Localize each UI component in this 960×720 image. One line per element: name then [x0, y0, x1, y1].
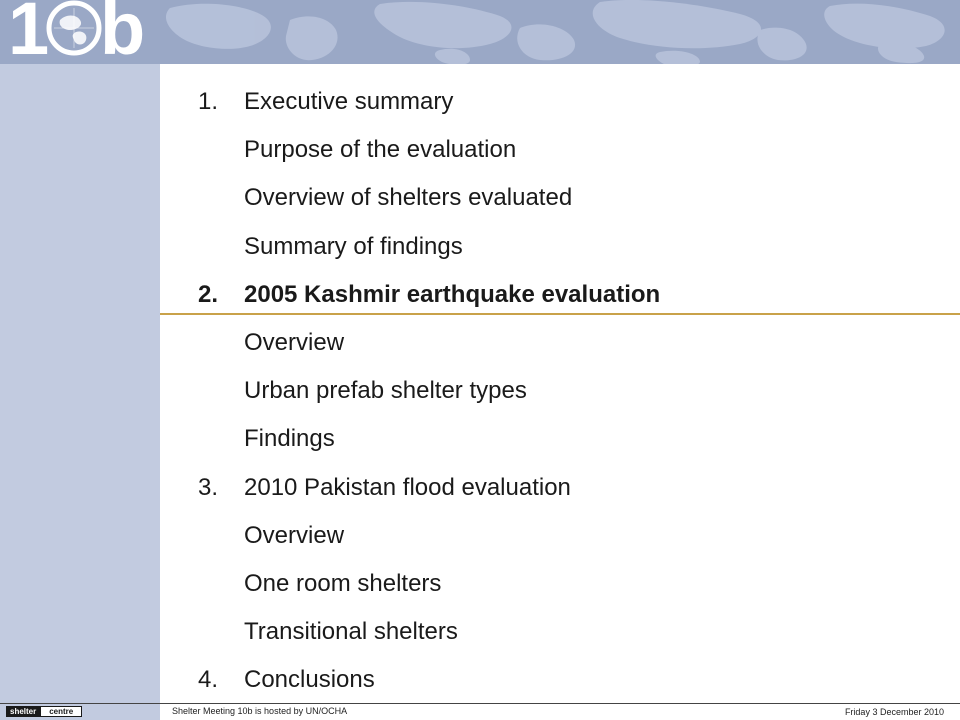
toc-item-number: 3.	[198, 473, 219, 501]
toc-item-number: 4.	[198, 666, 219, 694]
footer-divider	[0, 703, 960, 704]
toc-item-label: Overview	[244, 328, 345, 356]
toc-item-label: Conclusions	[244, 666, 375, 694]
toc-item-summary-findings	[160, 227, 960, 275]
toc-item-label: Overview	[244, 521, 345, 549]
toc-item-kashmir-evaluation	[160, 275, 960, 323]
toc-item-urban-prefab	[160, 371, 960, 419]
table-of-contents	[160, 82, 960, 708]
toc-item-label: Transitional shelters	[244, 618, 458, 646]
toc-item-label: Executive summary	[244, 88, 454, 115]
logo-shelter-text: shelter	[6, 706, 40, 717]
footer-date: Friday 3 December 2010	[844, 707, 944, 717]
logo-centre-text: centre	[40, 706, 82, 717]
toc-item-label: Findings	[244, 425, 335, 453]
toc-item-one-room-shelters	[160, 564, 960, 612]
toc-item-overview-shelters	[160, 178, 960, 226]
toc-item-pakistan-flood	[160, 468, 960, 516]
toc-item-label: One room shelters	[244, 569, 442, 597]
shelter-centre-logo	[6, 706, 82, 717]
toc-item-conclusions	[160, 660, 960, 708]
section-highlight-divider	[160, 313, 960, 315]
footer-host-text: Shelter Meeting 10b is hosted by UN/OCHA	[172, 706, 348, 716]
toc-item-label: 2010 Pakistan flood evaluation	[244, 473, 571, 501]
logo-letter-b: b	[100, 0, 146, 64]
toc-item-transitional-shelters	[160, 612, 960, 660]
toc-item-label: 2005 Kashmir earthquake evaluation	[244, 280, 661, 308]
toc-item-kashmir-overview	[160, 323, 960, 371]
10b-logo	[8, 0, 158, 64]
toc-item-findings	[160, 419, 960, 467]
toc-item-number: 2.	[198, 280, 219, 308]
toc-item-flood-overview	[160, 516, 960, 564]
header-banner	[0, 0, 960, 64]
left-sidebar-band	[0, 0, 160, 720]
toc-item-label: Summary of findings	[244, 232, 463, 260]
toc-item-executive-summary	[160, 82, 960, 130]
toc-item-purpose	[160, 130, 960, 178]
toc-item-label: Overview of shelters evaluated	[244, 184, 573, 212]
toc-item-label: Urban prefab shelter types	[244, 377, 527, 405]
toc-item-label: Purpose of the evaluation	[244, 136, 517, 164]
logo-digit-one: 1	[8, 0, 50, 64]
toc-item-number: 1.	[198, 88, 219, 115]
globe-icon	[46, 0, 102, 56]
